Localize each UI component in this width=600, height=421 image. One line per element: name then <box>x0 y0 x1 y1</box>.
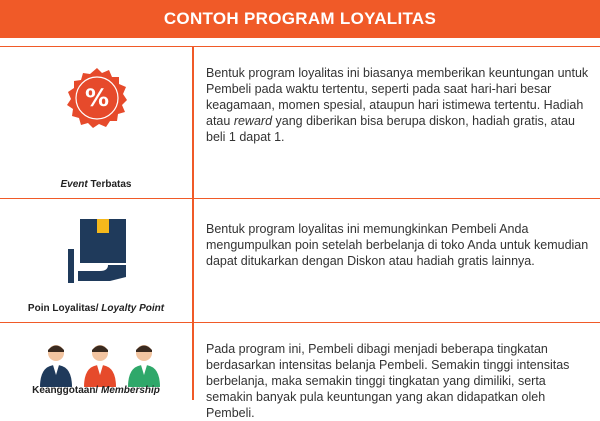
page-title: CONTOH PROGRAM LOYALITAS <box>0 0 600 38</box>
desc-italic: reward <box>233 114 273 128</box>
row-caption <box>0 179 192 190</box>
program-table <box>0 38 600 420</box>
caption-text: Keanggotaan/ <box>32 385 101 396</box>
caption-italic: Loyalty Point <box>101 303 165 314</box>
table-row <box>0 46 600 199</box>
caption-text: Terbatas <box>87 179 132 190</box>
row-icon-cell <box>0 323 192 401</box>
table-row <box>0 198 600 323</box>
caption-text: Poin Loyalitas/ <box>27 303 102 314</box>
row-caption <box>0 385 192 396</box>
row-description-cell <box>206 199 591 323</box>
row-description: Pada program ini, Pembeli dibagi menjadi beberapa tingkatan berdasarkan intensitas belanja Pembeli. Semakin tinggi intensitas berbelanja, maka semakin tinggi tingkatan yang dimiliki, serta semakin banyak pula keuntungan yang akan didapatkan oleh Pembeli. <box>206 342 570 420</box>
desc-part-1: Bentuk program loyalitas ini biasanya memberikan keuntungan untuk Pembeli pada waktu tertentu, seperti pada saat hari-hari besar keagamaan, momen spesial, ataupun hari istimewa tertentu. Hadiah atau <box>206 66 589 128</box>
svg-text:%: % <box>84 84 110 112</box>
caption-italic: Event <box>60 179 88 190</box>
box-points-icon <box>66 219 130 285</box>
row-description-cell <box>206 323 591 420</box>
caption-italic: Membership <box>101 385 160 396</box>
percent-badge-icon <box>66 67 128 129</box>
row-caption <box>0 303 192 314</box>
three-people-icon <box>36 343 164 387</box>
desc-part-2: yang diberikan bisa berupa diskon, hadiah gratis, atau beli 1 dapat 1. <box>206 114 576 144</box>
row-icon-cell <box>0 47 192 199</box>
row-description: Bentuk program loyalitas ini memungkinkan Pembeli Anda mengumpulkan poin setelah berbelanja di toko Anda untuk kemudian dapat ditukarkan dengan Diskon atau hadiah gratis lainnya. <box>206 222 589 268</box>
row-description-cell <box>206 47 591 199</box>
row-description <box>206 65 591 145</box>
row-icon-cell <box>0 199 192 323</box>
table-row <box>0 322 600 420</box>
